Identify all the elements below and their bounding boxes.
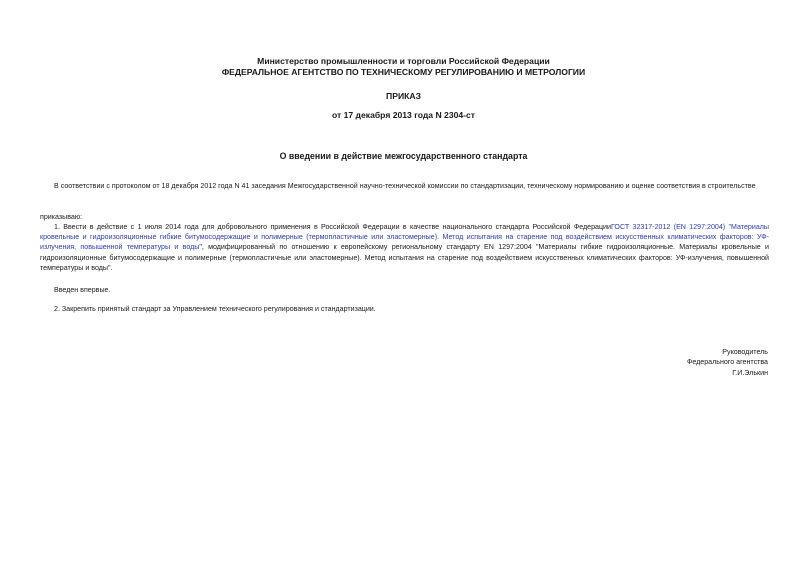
intro-note: Введен впервые. — [54, 286, 111, 294]
signature-title: Руководитель — [722, 348, 768, 356]
signature-name: Г.И.Элькин — [732, 369, 768, 377]
signature-org: Федерального агентства — [686, 358, 768, 366]
item-2-paragraph: 2. Закрепить принятый стандарт за Управлением технического регулирования и стандартизации. — [54, 305, 376, 313]
document-subject: О введении в действие межгосударственного стандарта — [279, 151, 528, 161]
ministry-name: Министерство промышленности и торговли Российской Федерации — [257, 56, 550, 66]
order-word: приказываю: — [40, 213, 83, 221]
item-1-text-after: ", модифицированный по отношению к европейскому региональному стандарту EN 1297:2004 "Материалы гибкие гидроизоляционные. Материалы кровельные и гидроизоляционные битумосодержащие и полимерные (термопластичные или эластомерные). Метод испытания на старение под воздействием искусственных климатических факторов: УФ-излучения, повышенной температуры и воды". — [40, 243, 769, 272]
gost-link[interactable]: ГОСТ 32317-2012 (EN 1297:2004) "Материалы кровельные и гидроизоляционные гибкие битумосодержащие и полимерные (термопластичные или эластомерные). Метод испытания на старение под воздействием искусственных климатических факторов: УФ-излучения, повышенной температуры и воды — [40, 223, 770, 252]
item-1-paragraph — [40, 222, 769, 273]
item-1-text: 1. Ввести в действие с 1 июля 2014 года для добровольного применения в Российской Федерации в качестве национального стандарта Российской Федерации — [54, 223, 611, 231]
document-date-number: от 17 декабря 2013 года N 2304-ст — [331, 110, 476, 120]
document-type: ПРИКАЗ — [386, 91, 421, 101]
preamble-paragraph: В соответствии с протоколом от 18 декабря 2012 года N 41 заседания Межгосударственной научно-технической комиссии по стандартизации, техническому нормированию и оценке соответствия в строительстве — [54, 182, 756, 190]
agency-name: ФЕДЕРАЛЬНОЕ АГЕНТСТВО ПО ТЕХНИЧЕСКОМУ РЕГУЛИРОВАНИЮ И МЕТРОЛОГИИ — [221, 67, 586, 77]
